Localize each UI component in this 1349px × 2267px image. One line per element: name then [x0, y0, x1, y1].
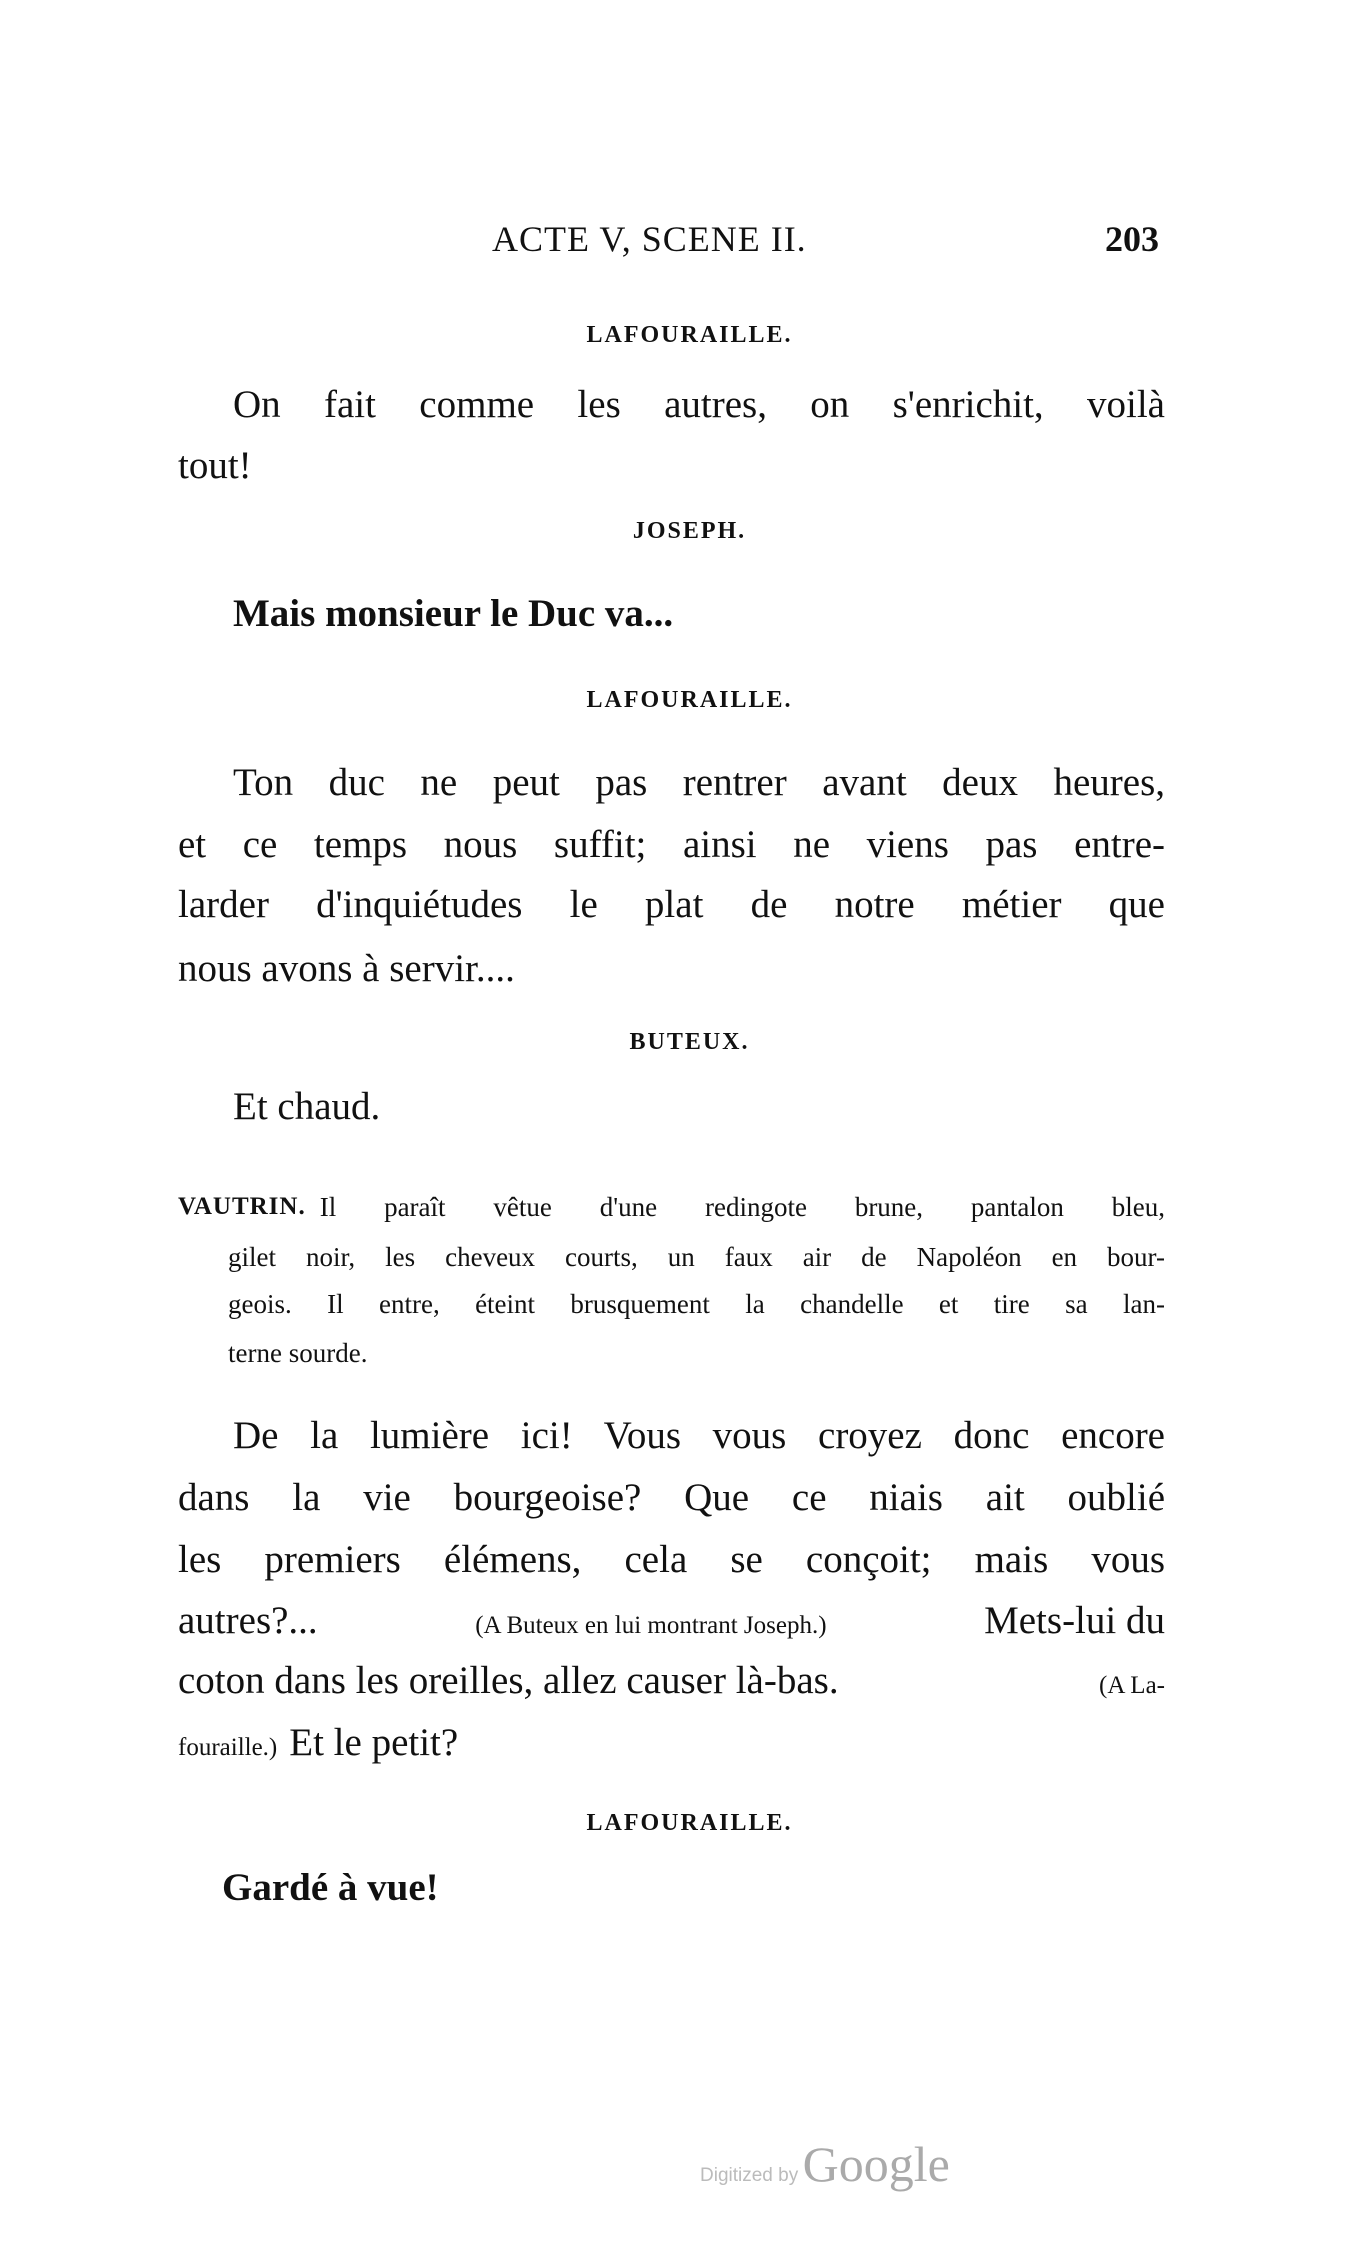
inline-stage-direction: (A Buteux en lui montrant Joseph.)	[475, 1612, 827, 1639]
speaker-name: LAFOURAILLE.	[586, 687, 793, 713]
page-number: 203	[1105, 219, 1159, 259]
running-title: ACTE V, SCENE II.	[492, 219, 807, 259]
text-line: Et chaud.	[233, 1085, 381, 1128]
speaker-name: BUTEUX.	[629, 1029, 750, 1055]
text-line: larder d'inquiétudes le plat de notre métier que	[178, 883, 1165, 926]
text-line: Mais monsieur le Duc va...	[233, 592, 674, 635]
text-line: dans la vie bourgeoise? Que ce niais ait oublié	[178, 1476, 1165, 1519]
text-line: gilet noir, les cheveux courts, un faux air de Napoléon en bour-	[228, 1242, 1165, 1272]
text-line: Il paraît vêtue d'une redingote brune, pantalon bleu,	[319, 1192, 1165, 1222]
speaker-name: JOSEPH.	[632, 518, 747, 544]
text-line: On fait comme les autres, on s'enrichit, voilà	[233, 383, 1165, 426]
text-line	[178, 1601, 1165, 1640]
text-line: De la lumière ici! Vous vous croyez donc encore	[233, 1414, 1165, 1457]
text-line: Ton duc ne peut pas rentrer avant deux heures,	[233, 761, 1165, 804]
google-logo: Google	[802, 2136, 950, 2192]
inline-stage-direction: fouraille.)	[178, 1734, 278, 1761]
text-line: les premiers élémens, cela se conçoit; mais vous	[178, 1538, 1165, 1581]
text-segment: coton dans les oreilles, allez causer là-bas.	[178, 1659, 839, 1702]
text-line: Gardé à vue!	[222, 1866, 439, 1909]
text-line: terne sourde.	[228, 1338, 368, 1368]
text-segment: autres?...	[178, 1599, 318, 1642]
text-segment: Mets-lui du	[984, 1599, 1165, 1642]
digitized-by-label: Digitized by	[700, 2165, 799, 2186]
text-line: nous avons à servir....	[178, 947, 515, 990]
text-line	[178, 1723, 1165, 1762]
text-line	[178, 1661, 1165, 1700]
text-segment: Et le petit?	[289, 1721, 459, 1764]
speaker-name: LAFOURAILLE.	[586, 322, 793, 348]
speaker-name: VAUTRIN.	[178, 1193, 306, 1220]
inline-stage-direction: (A La-	[1099, 1672, 1165, 1699]
text-line: geois. Il entre, éteint brusquement la chandelle et tire sa lan-	[228, 1289, 1165, 1319]
text-line: et ce temps nous suffit; ainsi ne viens pas entre-	[178, 823, 1165, 866]
digitized-by-google-watermark	[700, 2135, 950, 2193]
text-line: tout!	[178, 444, 252, 487]
speaker-name: LAFOURAILLE.	[586, 1810, 793, 1836]
